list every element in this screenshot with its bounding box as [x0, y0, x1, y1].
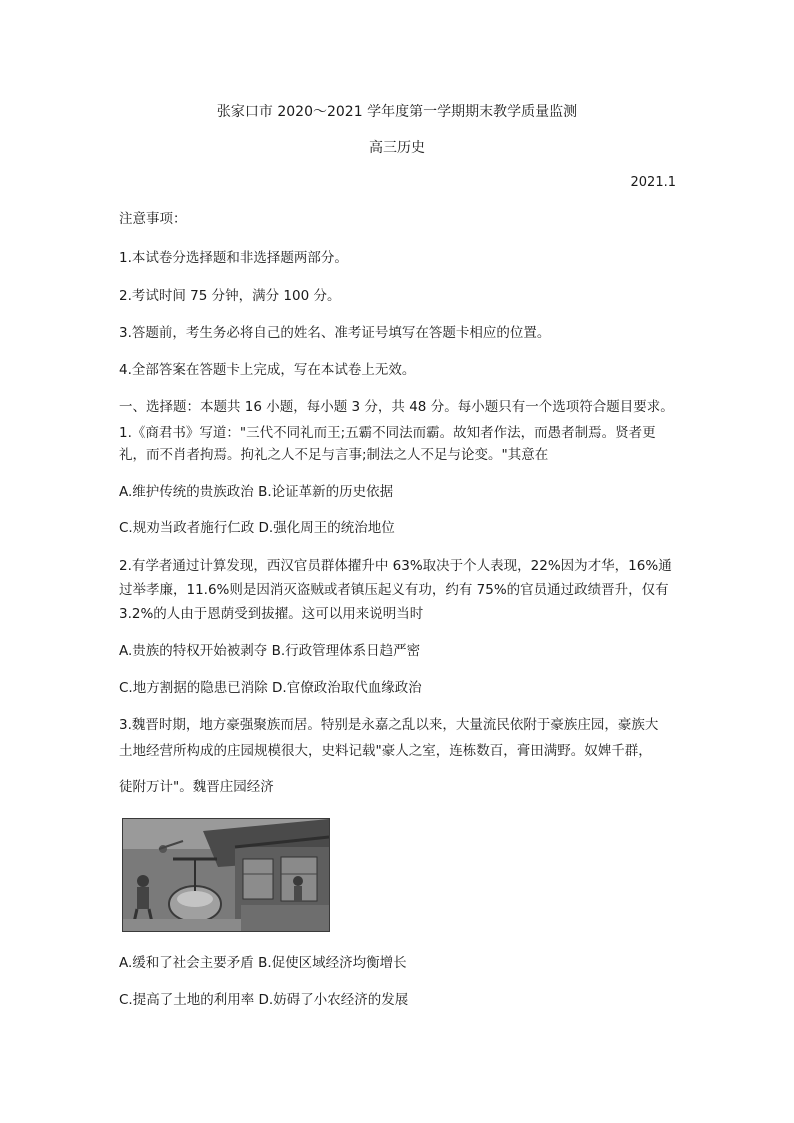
- question-3-options: A.缓和了社会主要矛盾 B.促使区域经济均衡增长: [119, 955, 407, 971]
- question-2-stem: 过举孝廉，11.6%则是因消灭盗贼或者镇压起义有功，约有 75%的官员通过政绩晋升，仅有: [119, 582, 669, 598]
- section-heading: 一、选择题：本题共 16 小题，每小题 3 分，共 48 分。每小题只有一个选项符合题目要求。: [119, 399, 674, 415]
- exam-date: 2021.1: [630, 175, 676, 190]
- manor-illustration: [122, 818, 330, 932]
- question-2-stem: 2.有学者通过计算发现，西汉官员群体擢升中 63%取决于个人表现，22%因为才华，16%通: [119, 558, 672, 574]
- notice-item: 4.全部答案在答题卡上完成，写在本试卷上无效。: [119, 362, 416, 378]
- question-2-stem: 3.2%的人由于恩荫受到拔擢。这可以用来说明当时: [119, 606, 424, 622]
- notice-item: 2.考试时间 75 分钟，满分 100 分。: [119, 288, 341, 304]
- question-3-stem: 3.魏晋时期，地方豪强聚族而居。特别是永嘉之乱以来，大量流民依附于豪族庄园，豪族大: [119, 717, 659, 733]
- notice-heading: 注意事项：: [119, 211, 187, 227]
- question-2-options: A.贵族的特权开始被剥夺 B.行政管理体系日趋严密: [119, 643, 421, 659]
- question-1-options: A.维护传统的贵族政治 B.论证革新的历史依据: [119, 484, 394, 500]
- question-3-options: C.提高了土地的利用率 D.妨碍了小农经济的发展: [119, 992, 409, 1008]
- question-3-stem: 土地经营所构成的庄园规模很大，史料记载"豪人之室，连栋数百，膏田满野。奴婢千群，: [119, 743, 652, 759]
- question-1-stem: 礼，而不肖者拘焉。拘礼之人不足与言事;制法之人不足与论变。"其意在: [119, 447, 549, 463]
- exam-subject: 高三历史: [369, 140, 425, 156]
- question-1-options: C.规劝当政者施行仁政 D.强化周王的统治地位: [119, 520, 395, 536]
- question-2-options: C.地方割据的隐患已消除 D.官僚政治取代血缘政治: [119, 680, 422, 696]
- question-3-stem: 徒附万计"。魏晋庄园经济: [119, 779, 274, 795]
- question-1-stem: 1.《商君书》写道："三代不同礼而王;五霸不同法而霸。故知者作法，而愚者制焉。贤者更: [119, 425, 656, 441]
- exam-title: 张家口市 2020～2021 学年度第一学期期末教学质量监测: [216, 104, 578, 120]
- notice-item: 1.本试卷分选择题和非选择题两部分。: [119, 250, 348, 266]
- notice-item: 3.答题前，考生务必将自己的姓名、准考证号填写在答题卡相应的位置。: [119, 325, 551, 341]
